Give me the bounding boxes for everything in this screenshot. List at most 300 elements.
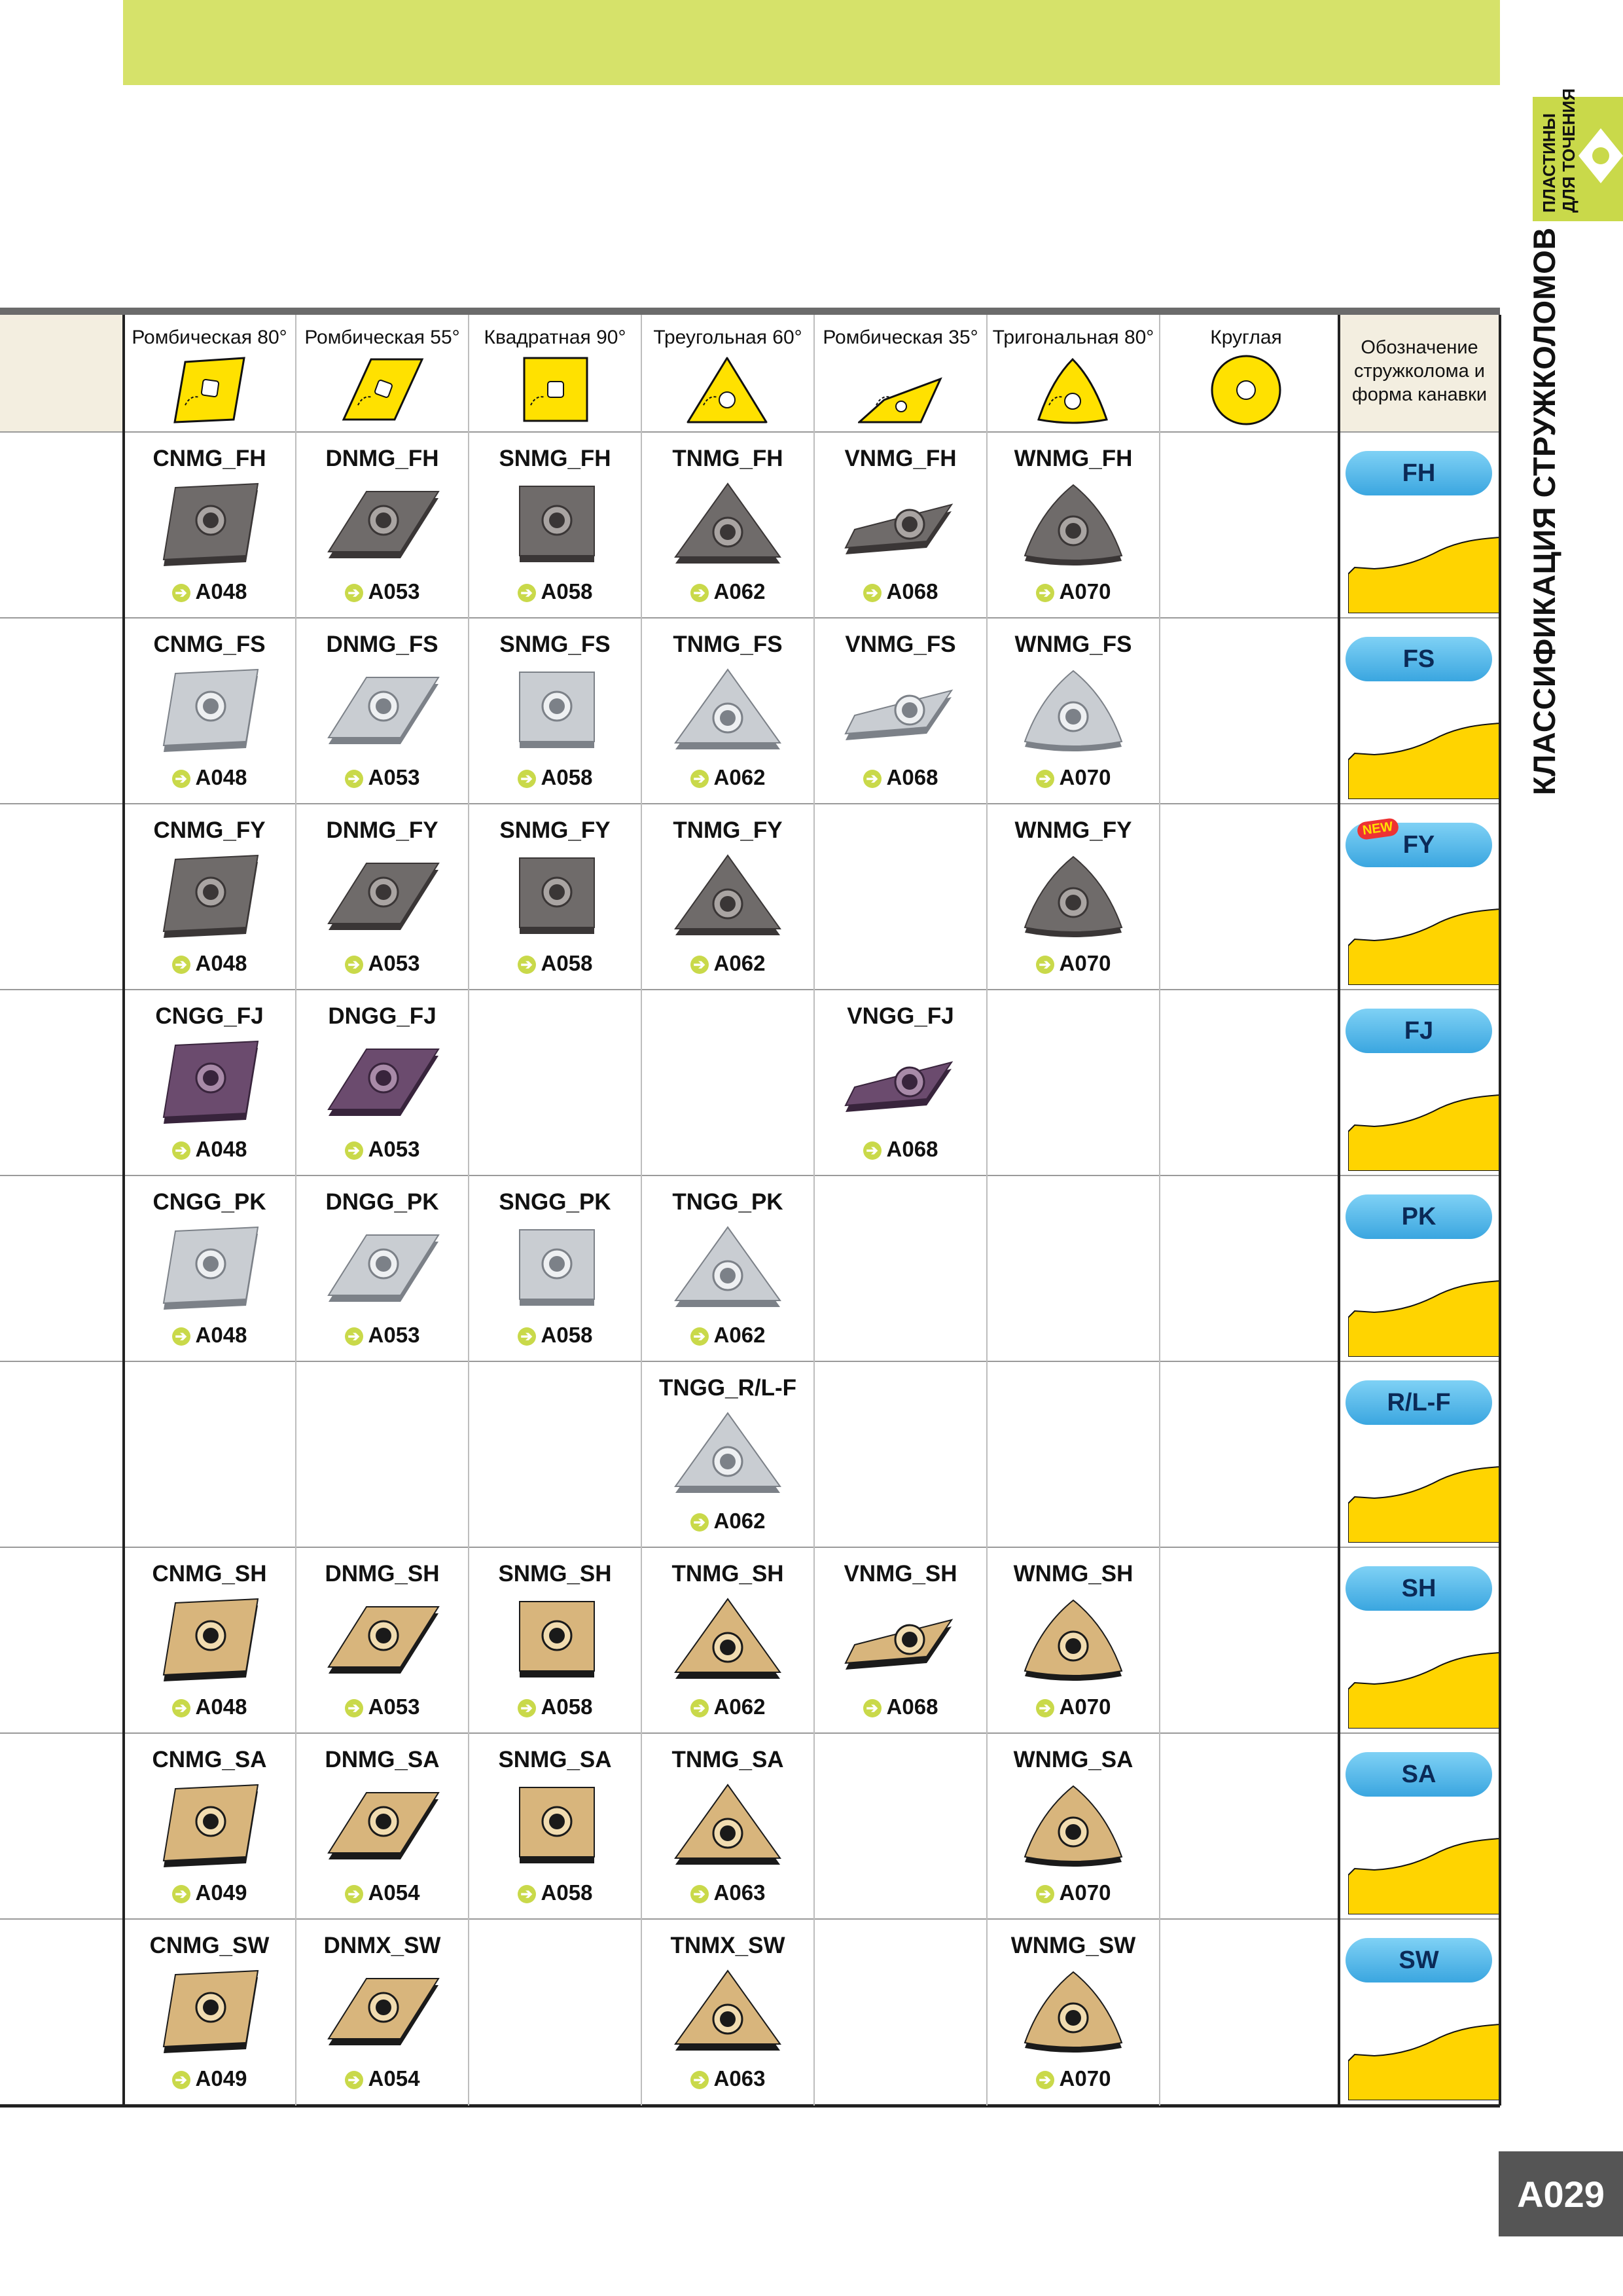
groove-profile-diagram: [1348, 1272, 1500, 1357]
arrow-right-icon: ➔: [1036, 2071, 1054, 2089]
page-reference-link[interactable]: [987, 579, 1160, 604]
arrow-right-icon: ➔: [1036, 584, 1054, 602]
vertical-title: КЛАССИФИКАЦИЯ СТРУЖКОЛОМОВ: [1527, 227, 1561, 795]
page-reference-link[interactable]: [987, 1880, 1160, 1905]
arrow-right-icon: ➔: [690, 956, 709, 974]
groove-profile-diagram: [1348, 1829, 1500, 1914]
insert-cell: [987, 619, 1160, 803]
insert-image: [323, 1222, 441, 1317]
arrow-right-icon: ➔: [345, 584, 363, 602]
arrow-right-icon: ➔: [345, 2071, 363, 2089]
page-reference-text: A048: [195, 951, 247, 975]
page-reference-text: A062: [713, 1509, 766, 1533]
insert-image: [669, 1780, 787, 1874]
new-badge: NEW: [1356, 817, 1399, 840]
insert-cell: [814, 619, 987, 803]
insert-cell: [123, 990, 296, 1175]
insert-cell: [814, 990, 987, 1175]
insert-designation: TNMG_FH: [672, 446, 783, 471]
insert-designation: CNMG_SA: [152, 1747, 267, 1772]
insert-designation: VNGG_FJ: [847, 1003, 954, 1029]
insert-cell: [469, 804, 641, 989]
groove-profile-diagram: [1348, 528, 1500, 613]
page-reference-link[interactable]: [469, 1695, 641, 1719]
rhombic-35-shape-icon: [858, 354, 943, 429]
insert-image: [842, 664, 959, 759]
insert-cell: [469, 619, 641, 803]
page-reference-text: A053: [368, 765, 420, 789]
page-reference-link[interactable]: [123, 1695, 296, 1719]
square-90-shape-icon: [512, 354, 597, 429]
insert-image: [669, 1965, 787, 2060]
insert-designation: SNMG_SH: [498, 1561, 612, 1587]
arrow-right-icon: ➔: [172, 770, 190, 788]
page-reference-text: A062: [713, 1323, 766, 1347]
page-reference-link[interactable]: [296, 1880, 469, 1905]
shape-header-triangle-60: [641, 315, 814, 433]
chipbreaker-code: FJ: [1404, 1016, 1434, 1045]
designation-header: [1339, 315, 1500, 433]
page-reference-link[interactable]: [123, 1880, 296, 1905]
page-reference-link[interactable]: [641, 951, 814, 976]
insert-image: [323, 1780, 441, 1874]
insert-designation: TNMX_SW: [670, 1933, 785, 1958]
page-reference-link[interactable]: [987, 1695, 1160, 1719]
arrow-right-icon: ➔: [690, 770, 709, 788]
table-top-rule: [0, 308, 1500, 315]
shape-header-rhombic-80: [123, 315, 296, 433]
insert-image: [151, 1965, 268, 2060]
insert-image: [151, 850, 268, 945]
arrow-right-icon: ➔: [863, 584, 882, 602]
insert-image: [151, 1780, 268, 1874]
insert-cell: [469, 1176, 641, 1361]
page-reference-link[interactable]: [296, 1695, 469, 1719]
insert-cell: [469, 433, 641, 617]
insert-cell: [641, 1362, 814, 1547]
chipbreaker-code: SW: [1399, 1946, 1439, 1974]
insert-image: [1014, 1780, 1132, 1874]
insert-image: [151, 1594, 268, 1689]
arrow-right-icon: ➔: [690, 1513, 709, 1532]
chipbreaker-designation-cell: [1339, 990, 1500, 1175]
insert-designation: CNGG_FJ: [155, 1003, 264, 1029]
insert-cell: [123, 1548, 296, 1732]
insert-designation: WNMG_FH: [1014, 446, 1133, 471]
page-reference-link[interactable]: [814, 1695, 987, 1719]
arrow-right-icon: ➔: [345, 770, 363, 788]
chipbreaker-designation-cell: [1339, 619, 1500, 803]
chipbreaker-code-badge: [1346, 1752, 1492, 1797]
page-reference-link[interactable]: [296, 1137, 469, 1162]
page-reference-link[interactable]: [987, 951, 1160, 976]
insert-image: [842, 1036, 959, 1131]
insert-image: [323, 478, 441, 573]
page-reference-text: A054: [368, 1880, 420, 1905]
insert-cell: [123, 1920, 296, 2104]
rhombic-55-shape-icon: [340, 354, 425, 429]
arrow-right-icon: ➔: [1036, 770, 1054, 788]
designation-header-text: Обозначение стружколома и форма канавки: [1351, 337, 1488, 405]
insert-designation: SNMG_FH: [499, 446, 611, 471]
arrow-right-icon: ➔: [518, 770, 536, 788]
arrow-right-icon: ➔: [172, 1327, 190, 1346]
insert-image: [323, 1036, 441, 1131]
column-divider: [813, 315, 815, 2106]
insert-designation: DNMG_FS: [326, 632, 438, 657]
top-color-band: [123, 0, 1500, 85]
page-reference-link[interactable]: [296, 951, 469, 976]
insert-image: [669, 850, 787, 945]
insert-designation: TNGG_R/L-F: [659, 1375, 796, 1401]
insert-designation: WNMG_SA: [1013, 1747, 1133, 1772]
chipbreaker-designation-cell: [1339, 1362, 1500, 1547]
groove-profile-diagram: [1348, 714, 1500, 799]
page-reference-link[interactable]: [296, 765, 469, 790]
insert-image: [496, 664, 614, 759]
chipbreaker-designation-cell: [1339, 433, 1500, 617]
insert-cell: [641, 1548, 814, 1732]
page-reference-text: A053: [368, 1323, 420, 1347]
page-reference-text: A070: [1059, 765, 1111, 789]
insert-designation: DNMG_SA: [325, 1747, 440, 1772]
groove-profile-diagram: [1348, 1458, 1500, 1543]
insert-designation: TNMG_SH: [671, 1561, 784, 1587]
page-reference-text: A049: [195, 1880, 247, 1905]
column-divider: [1159, 315, 1160, 2106]
section-tab-line1: ПЛАСТИНЫ: [1539, 113, 1559, 213]
insert-cell: [814, 1548, 987, 1732]
insert-image: [323, 664, 441, 759]
chipbreaker-code-badge: [1346, 819, 1492, 867]
arrow-right-icon: ➔: [1036, 1699, 1054, 1717]
groove-profile-diagram: [1348, 1643, 1500, 1729]
insert-designation: TNMG_FS: [673, 632, 783, 657]
arrow-right-icon: ➔: [863, 1699, 882, 1717]
column-divider: [295, 315, 296, 2106]
insert-image: [669, 664, 787, 759]
page-reference-text: A058: [541, 579, 593, 603]
insert-designation: CNMG_FY: [153, 817, 266, 843]
column-divider: [1499, 315, 1501, 2106]
insert-image: [151, 1222, 268, 1317]
chipbreaker-code: FH: [1402, 459, 1436, 487]
page-reference-text: A062: [713, 579, 766, 603]
insert-cell: [641, 433, 814, 617]
page-reference-text: A058: [541, 1695, 593, 1719]
shape-header-rhombic-55: [296, 315, 469, 433]
insert-image: [496, 1594, 614, 1689]
insert-image: [496, 1780, 614, 1874]
page-reference-text: A053: [368, 1695, 420, 1719]
insert-designation: SNMG_FS: [499, 632, 611, 657]
insert-image: [1014, 478, 1132, 573]
page-reference-link[interactable]: [469, 1323, 641, 1348]
section-tab-line2: ДЛЯ ТОЧЕНИЯ: [1559, 88, 1578, 213]
page-reference-text: A058: [541, 765, 593, 789]
page-reference-text: A053: [368, 951, 420, 975]
shape-label: Тригональная 80°: [992, 327, 1154, 348]
groove-profile-diagram: [1348, 900, 1500, 985]
arrow-right-icon: ➔: [863, 1141, 882, 1160]
page-reference-text: A070: [1059, 1695, 1111, 1719]
page-reference-text: A053: [368, 579, 420, 603]
shape-label: Квадратная 90°: [484, 327, 626, 348]
page-reference-link[interactable]: [469, 765, 641, 790]
shape-label: Круглая: [1210, 327, 1282, 348]
insert-image: [1014, 1594, 1132, 1689]
insert-designation: DNMX_SW: [323, 1933, 441, 1958]
arrow-right-icon: ➔: [345, 956, 363, 974]
chipbreaker-code-badge: [1346, 1194, 1492, 1239]
insert-image: [151, 478, 268, 573]
arrow-right-icon: ➔: [172, 1141, 190, 1160]
insert-designation: DNMG_FY: [326, 817, 438, 843]
page-reference-text: A068: [886, 765, 938, 789]
page-reference-text: A070: [1059, 951, 1111, 975]
insert-designation: CNGG_PK: [152, 1189, 266, 1215]
insert-designation: CNMG_SH: [152, 1561, 267, 1587]
page-reference-text: A048: [195, 1323, 247, 1347]
insert-designation: DNGG_FJ: [328, 1003, 437, 1029]
insert-designation: WNMG_FY: [1014, 817, 1132, 843]
page-reference-text: A054: [368, 2066, 420, 2090]
page-reference-text: A058: [541, 1323, 593, 1347]
column-divider: [122, 315, 125, 2106]
insert-cell: [123, 619, 296, 803]
insert-designation: CNMG_FH: [152, 446, 266, 471]
chipbreaker-designation-cell: [1339, 804, 1500, 989]
arrow-right-icon: ➔: [518, 1885, 536, 1903]
insert-cell: [987, 1734, 1160, 1918]
insert-designation: VNMG_SH: [844, 1561, 957, 1587]
arrow-right-icon: ➔: [172, 956, 190, 974]
page-reference-link[interactable]: [641, 1880, 814, 1905]
arrow-right-icon: ➔: [690, 2071, 709, 2089]
insert-image: [496, 850, 614, 945]
insert-cell: [469, 1548, 641, 1732]
page-reference-text: A063: [713, 2066, 766, 2090]
insert-cell: [987, 1548, 1160, 1732]
arrow-right-icon: ➔: [518, 1699, 536, 1717]
shape-header-round: [1160, 315, 1332, 433]
chipbreaker-code-badge: [1346, 1566, 1492, 1611]
page-reference-text: A048: [195, 579, 247, 603]
chipbreaker-code: FS: [1402, 645, 1435, 673]
page-reference-text: A063: [713, 1880, 766, 1905]
insert-image: [669, 1408, 787, 1503]
groove-profile-diagram: [1348, 2015, 1500, 2100]
page-reference-link[interactable]: [987, 765, 1160, 790]
turning-insert-icon: [1577, 123, 1623, 188]
groove-profile-diagram: [1348, 1086, 1500, 1171]
insert-designation: WNMG_SH: [1013, 1561, 1133, 1587]
header-divider: [0, 431, 1500, 433]
insert-cell: [641, 804, 814, 989]
shape-label: Ромбическая 80°: [132, 327, 287, 348]
page-reference-link[interactable]: [641, 765, 814, 790]
insert-designation: VNMG_FS: [845, 632, 956, 657]
arrow-right-icon: ➔: [690, 1699, 709, 1717]
shape-label: Ромбическая 35°: [823, 327, 978, 348]
chipbreaker-code: SA: [1401, 1760, 1436, 1788]
arrow-right-icon: ➔: [172, 2071, 190, 2089]
page-reference-text: A062: [713, 1695, 766, 1719]
page-reference-text: A062: [713, 951, 766, 975]
rhombic-80-shape-icon: [167, 354, 252, 429]
page-reference-link[interactable]: [814, 1137, 987, 1162]
column-divider: [1338, 315, 1340, 2106]
page-reference-link[interactable]: [296, 1323, 469, 1348]
insert-image: [1014, 664, 1132, 759]
insert-cell: [641, 619, 814, 803]
shape-label: Ромбическая 55°: [304, 327, 460, 348]
insert-image: [151, 1036, 268, 1131]
chipbreaker-code-badge: [1346, 1938, 1492, 1982]
page-reference-link[interactable]: [641, 1323, 814, 1348]
chipbreaker-designation-cell: [1339, 1548, 1500, 1732]
page-reference-link[interactable]: [641, 2066, 814, 2091]
insert-image: [669, 1594, 787, 1689]
chipbreaker-code: R/L-F: [1387, 1388, 1451, 1416]
insert-cell: [296, 804, 469, 989]
page-reference-link[interactable]: [641, 1695, 814, 1719]
arrow-right-icon: ➔: [345, 1885, 363, 1903]
chipbreaker-code-badge: [1346, 451, 1492, 495]
page-reference-text: A058: [541, 951, 593, 975]
insert-cell: [641, 1176, 814, 1361]
insert-image: [496, 1222, 614, 1317]
arrow-right-icon: ➔: [172, 1885, 190, 1903]
chipbreaker-designation-cell: [1339, 1734, 1500, 1918]
insert-designation: DNMG_FH: [325, 446, 439, 471]
insert-designation: WNMG_SW: [1010, 1933, 1136, 1958]
shape-header-trigon-80: [987, 315, 1160, 433]
insert-designation: CNMG_FS: [153, 632, 266, 657]
insert-designation: TNMG_SA: [671, 1747, 784, 1772]
arrow-right-icon: ➔: [345, 1141, 363, 1160]
chipbreaker-designation-cell: [1339, 1920, 1500, 2104]
arrow-right-icon: ➔: [518, 1327, 536, 1346]
insert-designation: TNMG_FY: [673, 817, 783, 843]
table-bottom-rule: [0, 2104, 1500, 2108]
insert-cell: [641, 1734, 814, 1918]
insert-designation: SNMG_FY: [499, 817, 611, 843]
arrow-right-icon: ➔: [518, 956, 536, 974]
insert-image: [842, 478, 959, 573]
page-reference-link[interactable]: [123, 765, 296, 790]
insert-cell: [123, 804, 296, 989]
chipbreaker-code: SH: [1401, 1574, 1436, 1602]
page-reference-link[interactable]: [123, 1323, 296, 1348]
insert-cell: [987, 804, 1160, 989]
arrow-right-icon: ➔: [690, 1885, 709, 1903]
insert-designation: TNGG_PK: [672, 1189, 783, 1215]
insert-image: [323, 850, 441, 945]
insert-image: [669, 478, 787, 573]
page-reference-link[interactable]: [123, 951, 296, 976]
page-reference-text: A062: [713, 765, 766, 789]
trigon-80-shape-icon: [1031, 354, 1116, 429]
insert-cell: [987, 1920, 1160, 2104]
page-reference-link[interactable]: [123, 579, 296, 604]
insert-cell: [814, 433, 987, 617]
triangle-60-shape-icon: [685, 354, 770, 429]
insert-image: [1014, 850, 1132, 945]
page-reference-text: A048: [195, 1137, 247, 1161]
arrow-right-icon: ➔: [518, 584, 536, 602]
insert-designation: DNMG_SH: [325, 1561, 440, 1587]
arrow-right-icon: ➔: [863, 770, 882, 788]
shape-label: Треугольная 60°: [653, 327, 802, 348]
insert-designation: VNMG_FH: [844, 446, 957, 471]
arrow-right-icon: ➔: [690, 584, 709, 602]
page-reference-link[interactable]: [469, 579, 641, 604]
insert-image: [496, 478, 614, 573]
chipbreaker-code: FY: [1402, 831, 1435, 859]
insert-cell: [296, 1920, 469, 2104]
insert-cell: [296, 1734, 469, 1918]
chipbreaker-code-badge: [1346, 1009, 1492, 1053]
insert-designation: WNMG_FS: [1014, 632, 1132, 657]
page-reference-link[interactable]: [296, 2066, 469, 2091]
page-reference-text: A048: [195, 1695, 247, 1719]
chipbreaker-code: PK: [1401, 1202, 1436, 1230]
insert-cell: [296, 990, 469, 1175]
insert-cell: [123, 433, 296, 617]
page-reference-link[interactable]: [814, 579, 987, 604]
chipbreaker-designation-cell: [1339, 1176, 1500, 1361]
insert-image: [669, 1222, 787, 1317]
arrow-right-icon: ➔: [345, 1699, 363, 1717]
insert-cell: [987, 433, 1160, 617]
page-reference-link[interactable]: [814, 765, 987, 790]
page-reference-link[interactable]: [296, 579, 469, 604]
insert-image: [323, 1965, 441, 2060]
section-tab-label: [1535, 88, 1581, 213]
page-reference-text: A068: [886, 1137, 938, 1161]
page-reference-link[interactable]: [641, 1509, 814, 1534]
insert-cell: [296, 1176, 469, 1361]
column-divider: [468, 315, 469, 2106]
page-reference-link[interactable]: [123, 2066, 296, 2091]
page-reference-text: A070: [1059, 2066, 1111, 2090]
page-reference-link[interactable]: [987, 2066, 1160, 2091]
insert-image: [1014, 1965, 1132, 2060]
chipbreaker-code-badge: [1346, 1380, 1492, 1425]
insert-designation: SNMG_SA: [498, 1747, 612, 1772]
shape-header-square-90: [469, 315, 641, 433]
column-divider: [641, 315, 642, 2106]
arrow-right-icon: ➔: [172, 584, 190, 602]
page-reference-text: A068: [886, 579, 938, 603]
round-shape-icon: [1204, 354, 1289, 429]
page-reference-link[interactable]: [469, 1880, 641, 1905]
insert-image: [151, 664, 268, 759]
arrow-right-icon: ➔: [690, 1327, 709, 1346]
page-reference-text: A070: [1059, 579, 1111, 603]
page-number: A029: [1499, 2151, 1623, 2236]
page-reference-link[interactable]: [123, 1137, 296, 1162]
insert-cell: [296, 1548, 469, 1732]
arrow-right-icon: ➔: [172, 1699, 190, 1717]
header-left-blank: [0, 315, 123, 433]
page-reference-text: A049: [195, 2066, 247, 2090]
page-reference-link[interactable]: [641, 579, 814, 604]
arrow-right-icon: ➔: [1036, 956, 1054, 974]
page-reference-link[interactable]: [469, 951, 641, 976]
insert-designation: DNGG_PK: [325, 1189, 439, 1215]
